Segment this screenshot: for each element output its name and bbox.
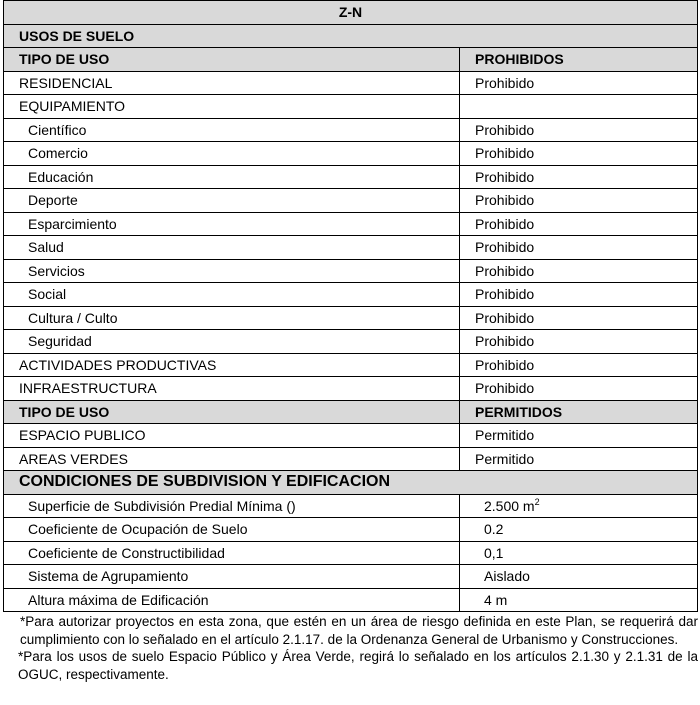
table-row: [4, 353, 698, 377]
condition-value: [460, 494, 698, 518]
table-row: [4, 518, 698, 542]
table-row: [4, 377, 698, 401]
use-label: INFRAESTRUCTURA: [4, 377, 460, 401]
condition-value: 4 m: [460, 588, 698, 612]
use-label: Seguridad: [4, 330, 460, 354]
section-conditions-title: CONDICIONES DE SUBDIVISION Y EDIFICACION: [4, 471, 698, 495]
use-label: Cultura / Culto: [4, 306, 460, 330]
condition-value: 0,1: [460, 541, 698, 565]
use-status: Prohibido: [460, 377, 698, 401]
section-uses-row: [4, 24, 698, 48]
condition-label: Superficie de Subdivisión Predial Mínima (): [4, 494, 460, 518]
table-row: [4, 306, 698, 330]
condition-label: Altura máxima de Edificación: [4, 588, 460, 612]
table-row: [4, 494, 698, 518]
use-status: Prohibido: [460, 189, 698, 213]
use-status: [460, 95, 698, 119]
table-row: [4, 424, 698, 448]
condition-label: Coeficiente de Ocupación de Suelo: [4, 518, 460, 542]
zone-title-row: [4, 1, 698, 25]
table-row: [4, 118, 698, 142]
use-status: Prohibido: [460, 118, 698, 142]
use-status: Prohibido: [460, 71, 698, 95]
use-status: Prohibido: [460, 212, 698, 236]
table-row: [4, 283, 698, 307]
table-row: [4, 259, 698, 283]
superficie-unit-exponent: 2: [534, 496, 540, 507]
header-permitidos: PERMITIDOS: [460, 400, 698, 424]
table-row: [4, 71, 698, 95]
use-status: Prohibido: [460, 142, 698, 166]
table-row: [4, 588, 698, 612]
use-label: ACTIVIDADES PRODUCTIVAS: [4, 353, 460, 377]
use-status: Prohibido: [460, 306, 698, 330]
table-row: [4, 447, 698, 471]
use-status: Prohibido: [460, 236, 698, 260]
use-label: Comercio: [4, 142, 460, 166]
header-tipo-de-uso: TIPO DE USO: [4, 400, 460, 424]
use-label: Deporte: [4, 189, 460, 213]
table-row: [4, 95, 698, 119]
header-permitidos-row: [4, 400, 698, 424]
zone-title: Z-N: [4, 1, 698, 25]
table-row: [4, 236, 698, 260]
use-status: Prohibido: [460, 353, 698, 377]
use-status: Prohibido: [460, 330, 698, 354]
section-conditions-row: [4, 471, 698, 495]
use-label: Social: [4, 283, 460, 307]
condition-label: Coeficiente de Constructibilidad: [4, 541, 460, 565]
table-row: [4, 189, 698, 213]
use-label: RESIDENCIAL: [4, 71, 460, 95]
header-prohibidos-row: [4, 48, 698, 72]
superficie-value: 2.500 m: [484, 497, 535, 514]
use-status: Prohibido: [460, 259, 698, 283]
table-row: [4, 212, 698, 236]
use-status: Prohibido: [460, 283, 698, 307]
use-label: Educación: [4, 165, 460, 189]
use-label: EQUIPAMIENTO: [4, 95, 460, 119]
condition-value: Aislado: [460, 565, 698, 589]
zoning-table: [3, 0, 698, 612]
header-tipo-de-uso: TIPO DE USO: [4, 48, 460, 72]
condition-value: 0.2: [460, 518, 698, 542]
use-status: Permitido: [460, 424, 698, 448]
section-uses-title: USOS DE SUELO: [4, 24, 698, 48]
use-label: Servicios: [4, 259, 460, 283]
footnote-risk-area: *Para autorizar proyectos en esta zona, que estén en un área de riesgo definida en este Plan, se requerirá dar cumplimiento con lo señalado en el artículo 2.1.17. de la Ordenanza General de Urbanismo y Construcciones.: [20, 614, 698, 647]
use-label: ESPACIO PUBLICO: [4, 424, 460, 448]
use-status: Prohibido: [460, 165, 698, 189]
footnote-public-space: *Para los usos de suelo Espacio Público y Área Verde, regirá lo señalado en los artículos 2.1.30 y 2.1.31 de la OGUC, respectivamente.: [18, 649, 698, 682]
use-status: Permitido: [460, 447, 698, 471]
use-label: AREAS VERDES: [4, 447, 460, 471]
header-prohibidos: PROHIBIDOS: [460, 48, 698, 72]
use-label: Salud: [4, 236, 460, 260]
table-row: [4, 541, 698, 565]
table-row: [4, 142, 698, 166]
condition-label: Sistema de Agrupamiento: [4, 565, 460, 589]
use-label: Esparcimiento: [4, 212, 460, 236]
table-row: [4, 330, 698, 354]
table-row: [4, 165, 698, 189]
footnotes: [20, 613, 698, 683]
table-row: [4, 565, 698, 589]
use-label: Científico: [4, 118, 460, 142]
